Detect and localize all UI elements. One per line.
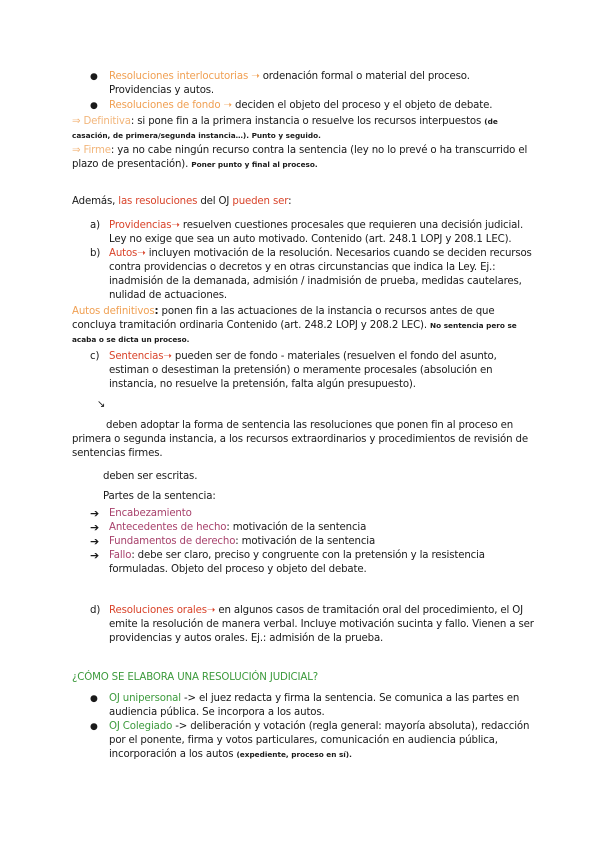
firme-text-2: plazo de presentación).	[72, 159, 189, 170]
section-heading: ¿CÓMO SE ELABORA UNA RESOLUCIÓN JUDICIAL?	[72, 672, 318, 683]
list-marker-c: c)	[90, 351, 100, 362]
firme-text: : ya no cabe ningún recurso contra la sentencia (ley no lo prevé o ha transcurrido el	[110, 145, 528, 156]
sentencias-line	[109, 350, 497, 364]
firme-line-2	[72, 158, 318, 172]
sentencias-text: pueden ser de fondo - materiales (resuelven el fondo del asunto,	[174, 351, 497, 362]
autos-text: incluyen motivación de la resolución. Necesarios cuando se deciden recursos	[148, 248, 532, 259]
definitiva-line	[72, 115, 498, 129]
right-arrow-icon: ➝	[206, 605, 216, 616]
autos-definitivos-line-2	[72, 319, 517, 333]
providencias-text-2: Ley no exige que sea un auto motivado. Contenido (art. 248.1 LOPJ y 208.1 LEC).	[109, 234, 512, 245]
term-fallo: Fallo	[109, 550, 132, 561]
bold-arrow-icon: ➔	[90, 521, 100, 534]
list-marker-a: a)	[90, 220, 100, 231]
bold-arrow-icon: ➔	[90, 507, 100, 520]
interlocutorias-line	[109, 70, 470, 84]
providencias-text: resuelven cuestiones procesales que requieren una decisión judicial.	[182, 220, 524, 231]
orales-text-3: providencias y autos orales. Ej.: admisión de la prueba.	[109, 633, 384, 644]
firme-note: Poner punto y final al proceso.	[191, 160, 318, 169]
colegiado-text: -> deliberación y votación (regla general: mayoría absoluta), redacción	[172, 721, 530, 732]
partes-title: Partes de la sentencia:	[103, 491, 216, 502]
autos-definitivos-line	[72, 305, 494, 319]
colegiado-text-2: por el ponente, firma y votos particulares, comunicación en audiencia pública,	[109, 735, 498, 746]
interlocutorias-text: ordenación formal o material del proceso.	[262, 71, 470, 82]
corner-arrow-icon: ↘	[97, 399, 106, 410]
term-sentencias: Sentencias	[109, 351, 164, 362]
interlocutorias-text-2: Providencias y autos.	[109, 85, 215, 96]
autos-text-2: contra providencias o decretos y en otras circunstancias que indica la Ley. Ej.:	[109, 262, 496, 273]
term-definitiva: Definitiva	[83, 116, 131, 127]
right-arrow-icon: ➝	[171, 220, 180, 231]
bold-arrow-icon: ➔	[90, 535, 100, 548]
orales-text-2: emite la resolución de manera verbal. Incluye motivación sucinta y fallo. Vienen a ser	[109, 619, 534, 630]
autos-text-4: nulidad de actuaciones.	[109, 290, 227, 301]
fondo-text: deciden el objeto del proceso y el objeto de debate.	[235, 100, 493, 111]
definitiva-note-2: casación, de primera/segunda instancia…). Punto y seguido.	[72, 131, 321, 140]
term-orales: Resoluciones orales	[109, 605, 207, 616]
right-arrow-icon: ➝	[163, 351, 172, 362]
autos-definitivos-text-2: concluya tramitación ordinaria Contenido (art. 248.2 LOPJ y 208.2 LEC).	[72, 320, 427, 331]
ademas-mid: del OJ	[197, 196, 233, 207]
colegiado-note: (expediente, proceso en sí).	[236, 750, 352, 759]
deben-escritas: deben ser escritas.	[103, 471, 198, 482]
unipersonal-text-2: audiencia pública. Se incorpora a los autos.	[109, 707, 325, 718]
autos-text-3: inadmisión de la demanada, admisión / inadmisión de prueba, medidas cautelares,	[109, 276, 522, 287]
orales-line	[109, 604, 523, 618]
bullet-icon: ●	[90, 101, 98, 111]
parte-encabezamiento	[109, 507, 192, 521]
firme-line	[72, 144, 527, 158]
term-firme: Firme	[83, 145, 111, 156]
sentencias-text-3: instancia, no resuelve la pretensión, falta algún presupuesto).	[109, 379, 416, 390]
autos-definitivos-colon: :	[154, 306, 159, 317]
term-providencias: Providencias	[109, 220, 172, 231]
orales-text: en algunos casos de tramitación oral del procedimiento, el OJ	[218, 605, 523, 616]
double-arrow-icon: ⇒	[72, 145, 81, 156]
bullet-icon: ●	[90, 694, 98, 704]
term-autos: Autos	[109, 248, 138, 259]
autos-definitivos-note-2: acaba o se dicta un proceso.	[72, 335, 190, 344]
bullet-icon: ●	[90, 722, 98, 732]
autos-definitivos-note: No sentencia pero se	[430, 321, 517, 330]
unipersonal-text: -> el juez redacta y firma la sentencia. Se comunica a las partes en	[180, 693, 520, 704]
term-unipersonal: OJ unipersonal	[109, 693, 181, 704]
ademas-prefix: Además,	[72, 196, 119, 207]
right-arrow-icon: ➝	[251, 71, 260, 82]
term-colegiado: OJ Colegiado	[109, 721, 173, 732]
right-arrow-icon: ➝	[223, 100, 232, 111]
deben-adoptar-text-2: primera o segunda instancia, a los recursos extraordinarios y procedimientos de revisión de	[72, 434, 528, 445]
autos-line	[109, 247, 532, 261]
ademas-end: :	[288, 196, 292, 207]
term-fundamentos: Fundamentos de derecho	[109, 536, 236, 547]
ademas-term-2: pueden ser	[232, 196, 289, 207]
fallo-text-2: formuladas. Objeto del proceso y objeto del debate.	[109, 564, 367, 575]
colegiado-line	[109, 720, 529, 734]
colegiado-line-3	[109, 748, 352, 762]
term-encabezamiento: Encabezamiento	[109, 508, 192, 519]
term-autos-definitivos: Autos definitivos	[72, 306, 155, 317]
fondo-line	[109, 99, 492, 113]
deben-adoptar-text-3: sentencias firmes.	[72, 448, 163, 459]
providencias-line	[109, 219, 523, 233]
parte-antecedentes	[109, 521, 366, 535]
fundamentos-text: : motivación de la sentencia	[235, 536, 376, 547]
term-fondo: Resoluciones de fondo	[109, 100, 221, 111]
parte-fallo	[109, 549, 485, 563]
parte-fundamentos	[109, 535, 375, 549]
definitiva-text: : si pone fin a la primera instancia o resuelve los recursos interpuestos	[130, 116, 482, 127]
autos-definitivos-text: ponen fin a las actuaciones de la instancia o recursos antes de que	[158, 306, 495, 317]
ademas-term-1: las resoluciones	[118, 196, 198, 207]
bullet-icon: ●	[90, 72, 98, 82]
sentencias-text-2: estiman o desestiman la pretensión) o meramente procesales (absolución en	[109, 365, 493, 376]
colegiado-text-3: incorporación a los autos	[109, 749, 237, 760]
double-arrow-icon: ⇒	[72, 116, 81, 127]
deben-adoptar-text: deben adoptar la forma de sentencia las resoluciones que ponen fin al proceso en	[106, 420, 514, 431]
fallo-text: : debe ser claro, preciso y congruente con la pretensión y la resistencia	[131, 550, 485, 561]
antecedentes-text: : motivación de la sentencia	[226, 522, 367, 533]
ademas-line	[72, 195, 291, 209]
list-marker-d: d)	[90, 605, 101, 616]
unipersonal-line	[109, 692, 519, 706]
list-marker-b: b)	[90, 248, 101, 259]
term-interlocutorias: Resoluciones interlocutorias	[109, 71, 249, 82]
definitiva-note: (de	[484, 117, 498, 126]
right-arrow-icon: ➝	[137, 248, 146, 259]
term-antecedentes: Antecedentes de hecho	[109, 522, 227, 533]
bold-arrow-icon: ➔	[90, 549, 100, 562]
